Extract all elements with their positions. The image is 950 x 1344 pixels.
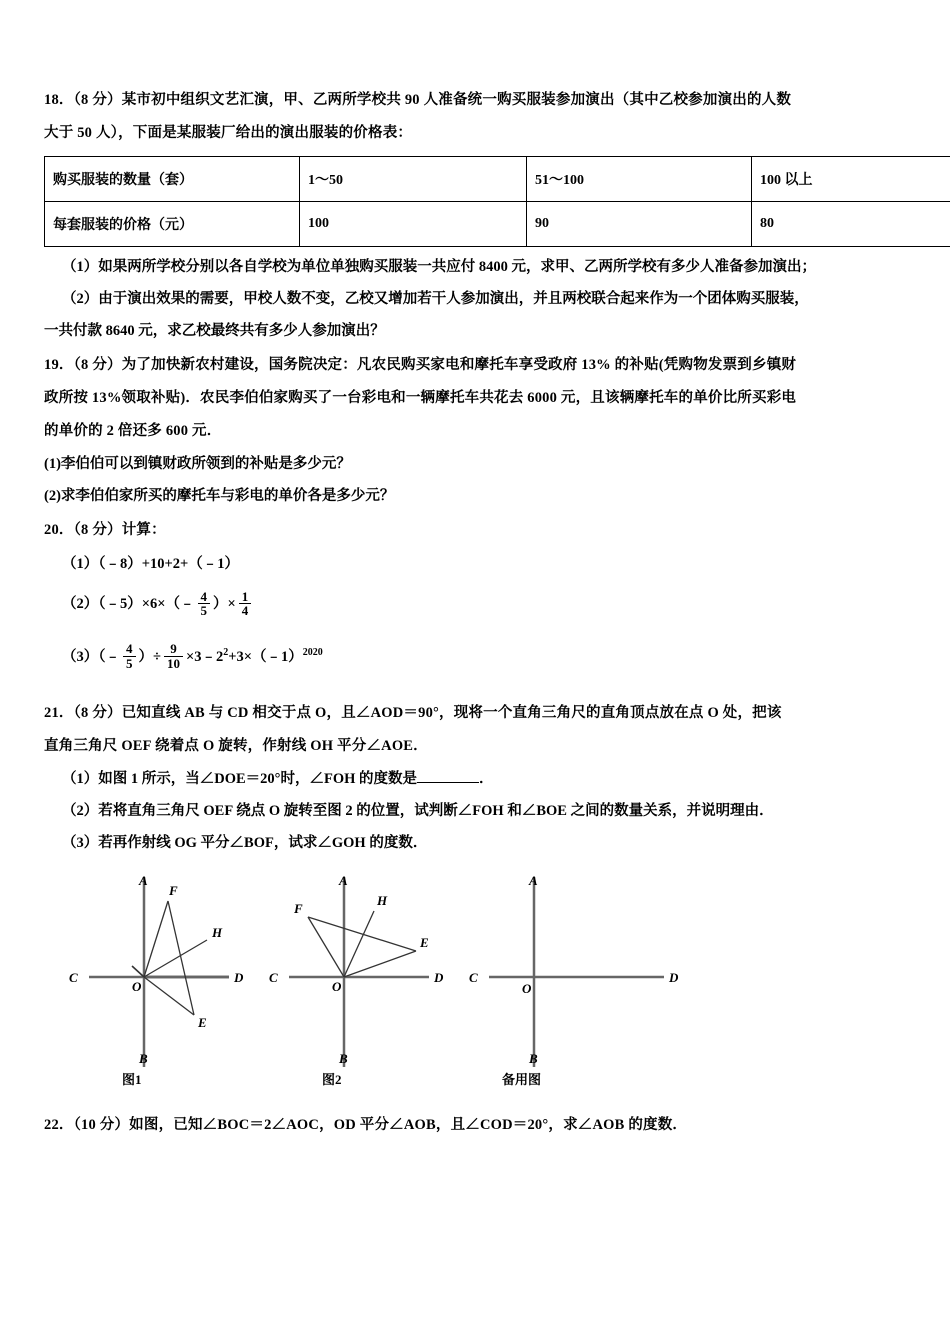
figure-1-label-C: C: [69, 969, 78, 985]
question-20: [44, 514, 900, 683]
figure-1-label-B: B: [139, 1050, 148, 1066]
table-cell-header-2: 51～100: [527, 157, 752, 202]
fraction-4-5: $\frac{4}{5}$: [198, 590, 211, 618]
q22-line-1: 22．（10 分）如图，已知∠BOC＝2∠AOC，OD 平分∠AOB，且∠COD＝20°，求∠AOB 的度数．: [44, 1116, 688, 1133]
q20-calc-2-mid: ）×: [213, 596, 236, 612]
question-18: [44, 84, 900, 347]
figure-2-label-C: C: [269, 969, 278, 985]
q20-calc-3-sup1: 2: [223, 647, 229, 658]
q21-sub-2: （2）若将直角三角尺 OEF 绕点 O 旋转至图 2 的位置，试判断∠FOH 和∠BOE 之间的数量关系，并说明理由．: [62, 802, 774, 819]
q21-line-1: 21．（8 分）已知直线 AB 与 CD 相交于点 O，且∠AOD＝90°，现将一个直角三角尺的直角顶点放在点 O 处，把该: [44, 704, 782, 721]
question-19: [44, 349, 900, 512]
q20-calc-1: （1）（﹣8）+10+2+（﹣1）: [62, 556, 240, 572]
figure-3-label-A: A: [529, 872, 538, 888]
q19-sub-2: (2)求李伯伯家所买的摩托车与彩电的单价各是多少元？: [44, 488, 395, 504]
figure-3-label-D: D: [669, 969, 679, 985]
table-row: [45, 202, 950, 247]
table-cell-price-2: 90: [527, 202, 752, 247]
table-cell-header-0: 购买服装的数量（套）: [45, 157, 300, 202]
figure-2-label-B: B: [339, 1050, 348, 1066]
q20-calc-2: [44, 581, 900, 627]
figure-1: [69, 873, 244, 1067]
table-cell-price-1: 100: [300, 202, 527, 247]
price-table: [44, 156, 950, 247]
q20-line-1: 20．（8 分）计算：: [44, 522, 166, 538]
figure-2-label-D: D: [434, 969, 444, 985]
table-cell-price-0: 每套服装的价格（元）: [45, 202, 300, 247]
q19-sub-1: (1)李伯伯可以到镇财政所领到的补贴是多少元？: [44, 456, 351, 472]
figure-1-label-O: O: [132, 978, 142, 994]
figure-3-spare: [469, 873, 679, 1067]
q20-calc-3-pre: （3）（﹣: [62, 648, 120, 665]
q20-calc-3: [44, 627, 900, 683]
q21-sub-1-text: （1）如图 1 所示，当∠DOE＝20°时，∠FOH 的度数是: [62, 770, 418, 787]
q21-sub-3: （3）若再作射线 OG 平分∠BOF，试求∠GOH 的度数．: [62, 834, 428, 851]
q20-calc-3-post2: +3×（﹣1）: [228, 648, 303, 665]
figure-1-label-H: H: [212, 924, 223, 940]
figure-2-label-F: F: [294, 900, 303, 916]
table-row: [45, 157, 950, 202]
q20-calc-3-post: ×3﹣2: [185, 648, 224, 665]
figure-2-label-O: O: [332, 978, 342, 994]
q18-sub-3: 一共付款 8640 元，求乙校最终共有多少人参加演出？: [44, 323, 385, 339]
q18-sub-1: （1）如果两所学校分别以各自学校为单位单独购买服装一共应付 8400 元，求甲、乙两所学校有多少人准备参加演出；: [62, 259, 816, 275]
figures-area: [44, 867, 890, 1097]
figure-1-caption: 图1: [122, 1071, 142, 1087]
answer-blank[interactable]: [417, 768, 479, 783]
q21-line-2: 直角三角尺 OEF 绕着点 O 旋转，作射线 OH 平分∠AOE．: [44, 737, 428, 754]
q18-line-1: 18．（8 分）某市初中组织文艺汇演，甲、乙两所学校共 90 人准备统一购买服装参加演出（其中乙校参加演出的人数: [44, 92, 792, 108]
table-cell-price-3: 80: [752, 202, 950, 247]
q18-sub-2: （2）由于演出效果的需要，甲校人数不变，乙校又增加若干人参加演出，并且两校联合起来作为一个团体购买服装，: [62, 291, 809, 307]
q18-line-2: 大于 50 人），下面是某服装厂给出的演出服装的价格表：: [44, 125, 413, 141]
q20-calc-3-sup2: 2020: [302, 647, 323, 658]
question-21: [44, 697, 900, 1097]
fraction-9-10: $\frac{9}{10}$: [164, 642, 183, 670]
figure-3-label-C: C: [469, 969, 478, 985]
geometry-figures: [44, 867, 890, 1097]
figure-2-label-A: A: [339, 872, 348, 888]
q21-sub-1-tail: ．: [479, 770, 494, 787]
figure-1-label-D: D: [234, 969, 244, 985]
figure-1-label-A: A: [139, 872, 148, 888]
figure-2: [269, 873, 444, 1067]
figure-3-label-B: B: [529, 1050, 538, 1066]
q20-calc-3-mid: ）÷: [138, 648, 161, 665]
document-content: [44, 84, 900, 1144]
q19-line-2: 政所按 13%领取补贴)．农民李伯伯家购买了一台彩电和一辆摩托车共花去 6000 元，且该辆摩托车的单价比所买彩电: [44, 390, 797, 406]
fraction-4-5-b: $\frac{4}{5}$: [123, 642, 136, 670]
figure-1-label-F: F: [169, 882, 178, 898]
figure-2-label-E: E: [420, 934, 429, 950]
figure-2-label-H: H: [377, 892, 388, 908]
fraction-1-4: $\frac{1}{4}$: [239, 590, 252, 618]
table-cell-header-3: 100 以上: [752, 157, 950, 202]
q19-line-1: 19．（8 分）为了加快新农村建设，国务院决定：凡农民购买家电和摩托车享受政府 13% 的补贴(凭购物发票到乡镇财: [44, 357, 797, 373]
q21-sub-1: [44, 763, 900, 795]
figure-2-caption: 图2: [322, 1071, 342, 1087]
q19-line-3: 的单价的 2 倍还多 600 元．: [44, 423, 222, 439]
figure-3-label-O: O: [522, 980, 532, 996]
table-cell-header-1: 1～50: [300, 157, 527, 202]
figure-1-label-E: E: [198, 1014, 207, 1030]
question-22: [44, 1109, 900, 1142]
q20-calc-2-pre: （2）（﹣5）×6×（﹣: [62, 596, 195, 612]
figure-3-caption: 备用图: [502, 1071, 542, 1087]
